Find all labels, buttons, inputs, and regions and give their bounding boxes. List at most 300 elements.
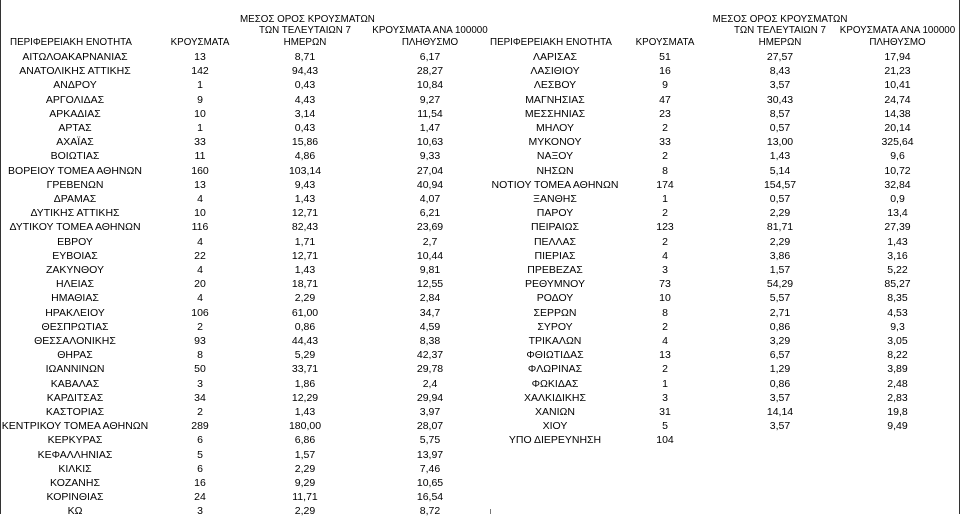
cell-per100k: 13,97: [416, 448, 444, 461]
cell-per100k: 6,21: [419, 207, 441, 220]
cell-cases: 10: [659, 292, 671, 305]
header-cases: [160, 12, 240, 48]
cell-avg: 2,29: [769, 235, 791, 248]
cell-cases: 160: [191, 164, 209, 177]
cell-region: ΠΕΛΛΑΣ: [533, 235, 577, 248]
cell-cases: 20: [194, 278, 206, 291]
header-avg-line: ΜΕΣΟΣ ΟΡΟΣ ΚΡΟΥΣΜΑΤΩΝ: [712, 13, 848, 25]
cell-per100k: 12,55: [416, 278, 444, 291]
cell-per100k: 24,74: [884, 93, 911, 106]
cell-cases: 8: [662, 306, 668, 319]
cell-region: ΠΕΙΡΑΙΩΣ: [531, 221, 579, 234]
cell-per100k: 23,69: [416, 221, 444, 234]
cell-cases: 3: [197, 505, 203, 518]
table-row: [0, 306, 490, 320]
cell-cases: 142: [191, 65, 209, 78]
cell-per100k: 5,75: [419, 434, 441, 447]
table-row: [0, 391, 490, 405]
cell-region: ΣΥΡΟΥ: [537, 320, 573, 333]
cell-region: ΚΟΡΙΝΘΙΑΣ: [46, 491, 104, 504]
cell-per100k: 16,54: [416, 491, 444, 504]
cell-region: ΛΑΡΙΣΑΣ: [533, 51, 577, 63]
header-cases-label: ΚΡΟΥΣΜΑΤΑ: [635, 36, 695, 48]
cell-cases: 2: [197, 406, 203, 418]
cell-cases: 33: [194, 136, 206, 149]
cell-cases: 2: [662, 363, 668, 376]
cell-region: ΝΑΞΟΥ: [536, 150, 574, 163]
header-cases: [620, 12, 710, 48]
cell-per100k: 2,7: [422, 235, 438, 248]
cell-per100k: 3,05: [887, 335, 908, 347]
table-row: [0, 220, 490, 234]
cell-avg: 1,86: [294, 377, 316, 390]
cell-region: ΠΙΕΡΙΑΣ: [534, 249, 576, 262]
header-region: [490, 12, 620, 48]
table-row: [0, 235, 490, 249]
table-row: [490, 362, 960, 376]
table-row: [0, 135, 490, 149]
cell-per100k: 28,27: [416, 65, 444, 78]
cell-region: ΤΡΙΚΑΛΩΝ: [528, 335, 582, 347]
table-row: [0, 277, 490, 291]
cell-cases: 3: [662, 391, 668, 404]
table-row: [490, 93, 960, 107]
header-avg-line: ΤΩΝ ΤΕΛΕΥΤΑΙΩΝ 7: [259, 25, 351, 36]
cell-per100k: 3,89: [887, 363, 908, 376]
header-cases-label: ΚΡΟΥΣΜΑΤΑ: [170, 36, 230, 48]
cell-region: ΦΛΩΡΙΝΑΣ: [527, 363, 583, 376]
cell-region: ΘΕΣΣΑΛΟΝΙΚΗΣ: [34, 335, 116, 347]
cell-per100k: 10,84: [416, 79, 444, 92]
cell-cases: 2: [662, 122, 668, 134]
cell-region: ΑΡΓΟΛΙΔΑΣ: [45, 93, 105, 106]
cell-region: ΠΡΕΒΕΖΑΣ: [527, 264, 583, 276]
cell-avg: 12,29: [291, 391, 319, 404]
table-row: [0, 78, 490, 92]
cell-region: ΒΟΙΩΤΙΑΣ: [50, 150, 100, 163]
cell-region: ΚΕΦΑΛΛΗΝΙΑΣ: [37, 448, 113, 461]
cell-cases: 3: [662, 264, 668, 276]
table-row: [490, 50, 960, 64]
cell-region: ΗΛΕΙΑΣ: [55, 278, 94, 291]
cell-per100k: 6,17: [419, 51, 441, 63]
cell-cases: 4: [197, 264, 203, 276]
cell-avg: 9,43: [294, 178, 316, 191]
cell-per100k: 19,8: [887, 406, 908, 418]
cell-avg: 1,57: [294, 448, 316, 461]
cell-region: ΧΙΟΥ: [542, 420, 568, 433]
cell-cases: 31: [659, 406, 671, 418]
cell-region: ΧΑΛΚΙΔΙΚΗΣ: [524, 391, 586, 404]
table-row: [490, 277, 960, 291]
right-table: [490, 0, 960, 514]
cell-avg: 1,43: [294, 406, 316, 418]
cell-per100k: 29,78: [416, 363, 444, 376]
table-row: [490, 405, 960, 419]
cell-per100k: 10,63: [416, 136, 444, 149]
cell-region: ΣΕΡΡΩΝ: [533, 306, 577, 319]
cell-avg: 61,00: [291, 306, 319, 319]
cell-avg: 0,57: [769, 122, 791, 134]
table-row: [0, 462, 490, 476]
header-avg-line: ΜΕΣΟΣ ΟΡΟΣ ΚΡΟΥΣΜΑΤΩΝ: [240, 13, 375, 25]
cell-cases: 24: [194, 491, 206, 504]
cell-avg: 81,71: [766, 221, 794, 234]
cell-cases: 2: [662, 207, 668, 220]
table-row: [490, 320, 960, 334]
cell-cases: 13: [659, 349, 671, 362]
cell-per100k: 27,39: [884, 221, 911, 234]
cell-avg: 154,57: [763, 178, 797, 191]
cell-region: ΠΑΡΟΥ: [536, 207, 574, 220]
table-row: [0, 149, 490, 163]
cell-per100k: 21,23: [884, 65, 911, 78]
table-row: [0, 320, 490, 334]
cell-per100k: 29,94: [416, 391, 444, 404]
cell-cases: 1: [662, 193, 668, 205]
cell-avg: 8,57: [769, 107, 791, 120]
cell-avg: 0,86: [769, 320, 791, 333]
cell-avg: 1,29: [769, 363, 791, 376]
cell-avg: 18,71: [291, 278, 319, 291]
table-row: [490, 419, 960, 433]
cell-per100k: 325,64: [881, 136, 914, 149]
cell-region: ΜΕΣΣΗΝΙΑΣ: [524, 107, 586, 120]
header-per100k-line: ΠΛΗΘΥΣΜΟ: [401, 36, 459, 48]
cell-region: ΝΟΤΙΟΥ ΤΟΜΕΑ ΑΘΗΝΩΝ: [491, 178, 619, 191]
cell-cases: 4: [662, 249, 668, 262]
cell-per100k: 8,22: [887, 349, 908, 362]
cell-avg: 103,14: [288, 164, 322, 177]
cell-avg: 5,29: [294, 349, 316, 362]
cell-per100k: 11,54: [417, 107, 443, 120]
cell-per100k: 10,44: [416, 249, 444, 262]
cell-per100k: 34,7: [419, 306, 441, 319]
table-row: [490, 164, 960, 178]
bottom-tick: [490, 509, 491, 514]
cell-per100k: 2,48: [887, 377, 908, 390]
cell-avg: 1,57: [769, 264, 791, 276]
table-row: [0, 50, 490, 64]
cell-per100k: 7,46: [419, 462, 441, 475]
table-row: [490, 178, 960, 192]
cell-region: ΒΟΡΕΙΟΥ ΤΟΜΕΑ ΑΘΗΝΩΝ: [8, 164, 142, 177]
cell-cases: 50: [194, 363, 206, 376]
cell-region: ΑΧΑΪΑΣ: [56, 136, 94, 149]
cell-region: ΜΗΛΟΥ: [536, 122, 574, 134]
table-row: [0, 362, 490, 376]
cell-region: ΧΑΝΙΩΝ: [535, 406, 575, 418]
cell-cases: 33: [659, 136, 671, 149]
cell-avg: 44,43: [291, 335, 319, 347]
cell-avg: 5,14: [769, 164, 791, 177]
cell-per100k: 85,27: [884, 278, 911, 291]
cell-avg: 1,43: [769, 150, 791, 163]
table-row: [0, 490, 490, 504]
table-row: [0, 178, 490, 192]
cell-avg: 12,71: [291, 207, 319, 220]
cell-per100k: 3,16: [887, 249, 908, 262]
cell-per100k: 2,4: [422, 377, 438, 390]
cell-region: ΗΜΑΘΙΑΣ: [51, 292, 99, 305]
cell-avg: 5,57: [769, 292, 791, 305]
cell-region: ΘΕΣΠΡΩΤΙΑΣ: [41, 320, 109, 333]
table-row: [490, 235, 960, 249]
cell-cases: 11: [194, 150, 206, 163]
cell-avg: 0,43: [294, 79, 316, 92]
cell-region: ΘΗΡΑΣ: [57, 349, 93, 362]
cell-per100k: 10,41: [884, 79, 911, 92]
table-row: [490, 263, 960, 277]
table-row: [490, 107, 960, 121]
cell-avg: 3,57: [769, 391, 791, 404]
table-row: [0, 433, 490, 447]
table-row: [490, 78, 960, 92]
cell-cases: 174: [656, 178, 674, 191]
table-row: [490, 348, 960, 362]
cell-avg: 0,57: [769, 193, 791, 205]
cell-avg: 3,86: [769, 249, 791, 262]
cell-avg: 2,29: [294, 462, 316, 475]
cell-avg: 1,43: [294, 193, 316, 205]
cell-region: ΕΥΒΟΙΑΣ: [52, 249, 98, 262]
table-row: [0, 405, 490, 419]
cell-avg: 54,29: [766, 278, 794, 291]
cell-avg: 2,71: [769, 306, 791, 319]
cell-avg: 11,71: [292, 491, 318, 504]
cell-cases: 10: [194, 207, 206, 220]
cell-cases: 2: [197, 320, 203, 333]
table-row: [0, 334, 490, 348]
cell-region: ΑΙΤΩΛΟΑΚΑΡΝΑΝΙΑΣ: [22, 51, 128, 63]
table-row: [490, 149, 960, 163]
cell-region: ΗΡΑΚΛΕΙΟΥ: [45, 306, 105, 319]
cell-region: ΞΑΝΘΗΣ: [533, 193, 577, 205]
cell-per100k: 9,27: [419, 93, 441, 106]
cell-region: ΚΕΝΤΡΙΚΟΥ ΤΟΜΕΑ ΑΘΗΝΩΝ: [1, 420, 149, 433]
cell-per100k: 13,4: [887, 207, 908, 220]
cell-per100k: 9,81: [419, 264, 441, 276]
cell-cases: 4: [197, 292, 203, 305]
table-row: [0, 249, 490, 263]
cell-avg: 27,57: [766, 51, 794, 63]
cell-avg: 2,29: [294, 292, 316, 305]
cell-cases: 1: [662, 377, 668, 390]
cell-avg: 1,43: [294, 264, 316, 276]
cell-cases: 1: [197, 79, 203, 92]
table-row: [490, 377, 960, 391]
cell-per100k: 1,47: [419, 122, 441, 134]
header-avg-line: ΗΜΕΡΩΝ: [283, 36, 327, 48]
cell-avg: 3,14: [294, 107, 316, 120]
cell-cases: 47: [659, 93, 671, 106]
cell-avg: 0,86: [769, 377, 791, 390]
cell-avg: 4,43: [294, 93, 316, 106]
table-row: [0, 448, 490, 462]
cell-cases: 73: [659, 278, 671, 291]
cell-region: ΑΡΚΑΔΙΑΣ: [49, 107, 101, 120]
cell-avg: 0,86: [294, 320, 316, 333]
header-region-label: ΠΕΡΙΦΕΡΕΙΑΚΗ ΕΝΟΤΗΤΑ: [490, 36, 612, 48]
cell-avg: 82,43: [291, 221, 319, 234]
cell-avg: 3,29: [769, 335, 791, 347]
cell-per100k: 9,6: [890, 150, 905, 163]
cell-per100k: 14,38: [884, 107, 911, 120]
table-row: [490, 249, 960, 263]
cell-avg: 3,57: [769, 420, 791, 433]
cell-region: ΚΩ: [67, 505, 83, 518]
table-row: [0, 263, 490, 277]
cell-avg: 30,43: [766, 93, 794, 106]
cell-region: ΑΝΔΡΟΥ: [53, 79, 97, 92]
cell-cases: 8: [662, 164, 668, 177]
cell-cases: 106: [191, 306, 209, 319]
table-row: [0, 291, 490, 305]
cell-per100k: 2,84: [419, 292, 441, 305]
cell-cases: 13: [194, 51, 206, 63]
cell-per100k: 9,3: [890, 320, 905, 333]
cell-cases: 2: [662, 320, 668, 333]
cell-cases: 3: [197, 377, 203, 390]
cell-region: ΛΑΣΙΘΙΟΥ: [530, 65, 580, 78]
header-region-label: ΠΕΡΙΦΕΡΕΙΑΚΗ ΕΝΟΤΗΤΑ: [10, 36, 132, 48]
cell-cases: 5: [197, 448, 203, 461]
cell-region: ΚΙΛΚΙΣ: [58, 462, 92, 475]
cell-avg: 6,57: [769, 349, 791, 362]
table-row: [490, 391, 960, 405]
table-row: [0, 192, 490, 206]
cell-region: ΚΕΡΚΥΡΑΣ: [47, 434, 103, 447]
cell-per100k: 8,72: [419, 505, 441, 518]
cell-region: ΙΩΑΝΝΙΝΩΝ: [45, 363, 105, 376]
header-avg-line: ΗΜΕΡΩΝ: [758, 36, 802, 48]
cell-avg: 9,29: [294, 477, 316, 489]
cell-per100k: 2,83: [887, 391, 908, 404]
cell-per100k: 42,37: [416, 349, 444, 362]
cell-per100k: 4,53: [887, 306, 908, 319]
cell-cases: 9: [197, 93, 203, 106]
cell-cases: 6: [197, 434, 203, 447]
cell-region: ΚΟΖΑΝΗΣ: [50, 477, 100, 489]
cell-cases: 116: [191, 221, 209, 234]
table-row: [0, 504, 490, 518]
cell-cases: 2: [662, 150, 668, 163]
cell-per100k: 8,35: [887, 292, 908, 305]
cell-avg: 14,14: [766, 406, 794, 418]
cell-avg: 2,29: [294, 505, 316, 518]
cell-region: ΖΑΚΥΝΘΟΥ: [45, 264, 104, 276]
table-row: [0, 476, 490, 490]
cell-region: ΜΑΓΝΗΣΙΑΣ: [525, 93, 585, 106]
cell-cases: 1: [197, 122, 203, 134]
cell-per100k: 4,07: [419, 193, 441, 205]
table-row: [490, 206, 960, 220]
cell-region: ΚΑΡΔΙΤΣΑΣ: [46, 391, 104, 404]
cell-per100k: 4,59: [419, 320, 441, 333]
table-row: [0, 164, 490, 178]
cell-region: ΦΘΙΩΤΙΔΑΣ: [526, 349, 584, 362]
cell-avg: 1,71: [294, 235, 316, 248]
cell-region: ΓΡΕΒΕΝΩΝ: [46, 178, 104, 191]
table-row: [0, 348, 490, 362]
cell-cases: 104: [656, 434, 674, 447]
cell-cases: 34: [194, 391, 206, 404]
cell-avg: 3,57: [769, 79, 791, 92]
cell-region: ΡΟΔΟΥ: [536, 292, 574, 305]
cell-per100k: 17,94: [884, 51, 911, 63]
table-row: [490, 135, 960, 149]
cell-per100k: 28,07: [416, 420, 444, 433]
cell-avg: 33,71: [291, 363, 319, 376]
cell-avg: 8,71: [294, 51, 316, 63]
cell-per100k: 0,9: [890, 193, 905, 205]
cell-per100k: 32,84: [884, 178, 911, 191]
cell-per100k: 3,97: [419, 406, 441, 418]
cell-region: ΝΗΣΩΝ: [536, 164, 574, 177]
header-per100k-line: ΠΛΗΘΥΣΜΟ: [869, 36, 926, 48]
cell-cases: 5: [662, 420, 668, 433]
table-row: [0, 206, 490, 220]
cell-region: ΡΕΘΥΜΝΟΥ: [524, 278, 585, 291]
cell-avg: 2,29: [769, 207, 791, 220]
cell-per100k: 9,33: [419, 150, 441, 163]
cell-per100k: 40,94: [416, 178, 444, 191]
cell-per100k: 9,49: [887, 420, 908, 433]
table-row: [490, 306, 960, 320]
cell-per100k: 5,22: [887, 264, 908, 276]
cell-region: ΚΑΣΤΟΡΙΑΣ: [45, 406, 105, 418]
table-row: [0, 93, 490, 107]
cell-per100k: 8,38: [419, 335, 441, 347]
cell-region: ΚΑΒΑΛΑΣ: [50, 377, 100, 390]
cell-region: ΔΥΤΙΚΗΣ ΑΤΤΙΚΗΣ: [30, 207, 120, 220]
header-avg-line: ΤΩΝ ΤΕΛΕΥΤΑΙΩΝ 7: [734, 25, 826, 36]
cell-cases: 23: [659, 107, 671, 120]
cell-per100k: 1,43: [887, 235, 908, 248]
header-per100k-line: ΚΡΟΥΣΜΑΤΑ ΑΝΑ 100000: [839, 25, 956, 36]
cell-cases: 16: [194, 477, 206, 489]
cell-region: ΔΥΤΙΚΟΥ ΤΟΜΕΑ ΑΘΗΝΩΝ: [9, 221, 141, 234]
cell-cases: 6: [197, 462, 203, 475]
cell-cases: 9: [662, 79, 668, 92]
table-row: [0, 64, 490, 78]
cell-cases: 51: [659, 51, 671, 63]
cell-cases: 4: [197, 235, 203, 248]
header-per100k: [835, 12, 960, 48]
cell-region: ΑΡΤΑΣ: [58, 122, 92, 134]
table-row: [490, 433, 960, 447]
cell-region: ΜΥΚΟΝΟΥ: [528, 136, 582, 149]
table-row: [490, 121, 960, 135]
cell-region: ΔΡΑΜΑΣ: [53, 193, 97, 205]
cell-cases: 4: [662, 335, 668, 347]
table-row: [0, 107, 490, 121]
cell-cases: 289: [191, 420, 209, 433]
cell-avg: 0,43: [294, 122, 316, 134]
cell-avg: 12,71: [291, 249, 319, 262]
cell-cases: 22: [194, 249, 206, 262]
header-avg: [710, 12, 850, 48]
header-avg: [240, 12, 375, 48]
table-row: [0, 121, 490, 135]
table-row: [490, 64, 960, 78]
cell-region: ΦΩΚΙΔΑΣ: [531, 377, 579, 390]
table-row: [490, 220, 960, 234]
cell-cases: 123: [656, 221, 674, 234]
cell-per100k: 20,14: [884, 122, 911, 134]
header-per100k: [370, 12, 490, 48]
cell-per100k: 27,04: [416, 164, 444, 177]
